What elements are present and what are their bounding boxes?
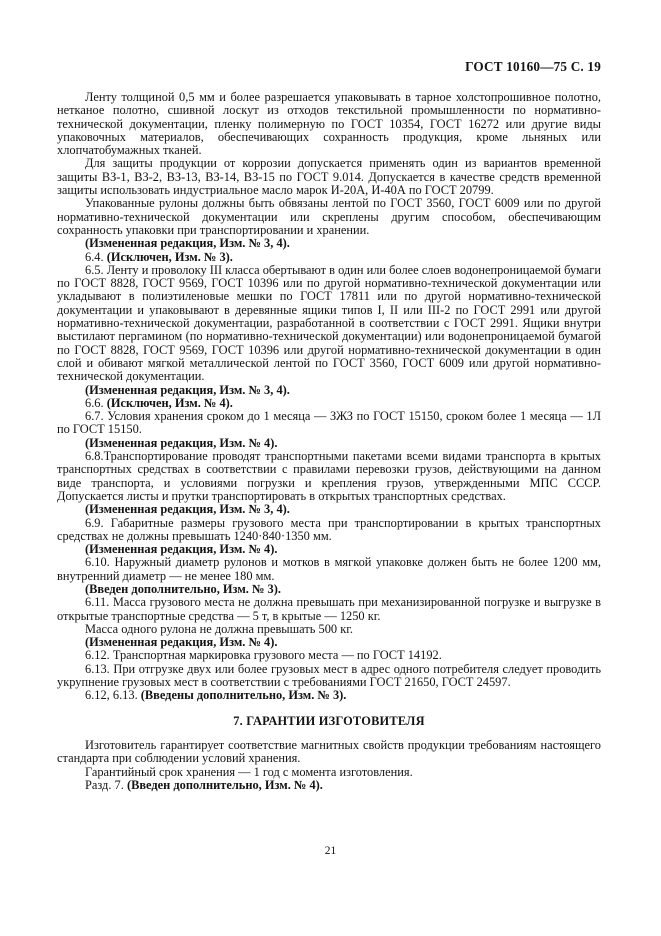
page-header (57, 60, 601, 74)
paragraph: 6.12. Транспортная маркировка грузового места — по ГОСТ 14192. (85, 648, 442, 663)
paragraph: Упакованные рулоны должны быть обвязаны лентой по ГОСТ 3560, ГОСТ 6009 или по другой нормативно-технической документации или скреплены другим способом, обеспечивающим сохранность упаковки при транспортировании и хранении. (57, 196, 601, 237)
paragraph: (Введен дополнительно, Изм. № 3). (85, 581, 281, 596)
paragraph: 6.9. Габаритные размеры грузового места при транспортировании в крытых транспортных средствах не должны превышать 1240·840·1350 мм. (57, 515, 601, 543)
paragraph: (Измененная редакция, Изм. № 3, 4). (85, 382, 290, 397)
paragraph: (Измененная редакция, Изм. № 3, 4). (85, 502, 290, 517)
page-footer (0, 845, 661, 857)
paragraph: Разд. 7. (Введен дополнительно, Изм. № 4). (85, 777, 323, 792)
paragraph: Ленту толщиной 0,5 мм и более разрешается упаковывать в тарное холстопрошивное полотно, нетканое полотно, сшивной лоскут из отходов текстильной промышленности по нормативно-технической документации, пленку полимерную по ГОСТ 10354, ГОСТ 16272 или другие виды упаковочных материалов, обеспечивающих сохранность продукция, кроме льняных или хлопчатобумажных тканей. (57, 90, 601, 158)
paragraph: (Измененная редакция, Изм. № 3, 4). (85, 236, 290, 251)
page-number: 21 (324, 845, 337, 857)
paragraph: (Измененная редакция, Изм. № 4). (85, 542, 278, 557)
paragraph: 6.6. (Исключен, Изм. № 4). (85, 395, 233, 410)
paragraph: 6.11. Масса грузового места не должна превышать при механизированной погрузке и выгрузке в открытые транспортные средства — 5 т, в крытые — 1250 кг. (57, 595, 601, 623)
paragraph: 6.10. Наружный диаметр рулонов и мотков в мягкой упаковке должен быть не более 1200 мм, внутренний диаметр — не менее 180 мм. (57, 555, 601, 583)
paragraph: Гарантийный срок хранения — 1 год с момента изготовления. (85, 764, 413, 779)
paragraph: Масса одного рулона не должна превышать 500 кг. (85, 621, 353, 636)
paragraph: 6.8.Транспортирование проводят транспортными пакетами всеми видами транспорта в крытых транспортных средствах в соответствии с правилами перевозки грузов, действующими на данном виде транспорта, и условиями погрузки и крепления грузов, утвержденными МПС СССР. Допускается листы и прутки транспортировать в открытых транспортных средствах. (57, 449, 601, 503)
paragraph: 6.4. (Исключен, Изм. № 3). (85, 249, 233, 264)
document-body (57, 91, 601, 792)
document-number: ГОСТ 10160—75 С. 19 (465, 59, 601, 74)
paragraph: Изготовитель гарантирует соответствие магнитных свойств продукции требованиям настоящего стандарта при соблюдении условий хранения. (57, 737, 601, 766)
paragraph: (Измененная редакция, Изм. № 4). (85, 435, 278, 450)
paragraph: (Измененная редакция, Изм. № 4). (85, 635, 278, 650)
paragraph: Для защиты продукции от коррозии допускается применять один из вариантов временной защиты ВЗ-1, ВЗ-2, ВЗ-13, ВЗ-14, ВЗ-15 по ГОСТ 9.014. Допускается в качестве средств временной защиты использовать индустриальное масло марок И-20А, И-40А по ГОСТ 20799. (57, 156, 601, 198)
paragraph: 6.12, 6.13. (Введены дополнительно, Изм. № 3). (85, 688, 347, 703)
paragraph: 6.13. При отгрузке двух или более грузовых мест в адрес одного потребителя следует проводить укрупнение грузовых мест в соответствии с требованиями ГОСТ 21650, ГОСТ 24597. (57, 661, 601, 690)
section-heading: 7. ГАРАНТИИ ИЗГОТОВИТЕЛЯ (233, 713, 425, 728)
paragraph: 6.7. Условия хранения сроком до 1 месяца — ЗЖЗ по ГОСТ 15150, сроком более 1 месяца — 1Л по ГОСТ 15150. (57, 409, 601, 437)
paragraph: 6.5. Ленту и проволоку III класса обертывают в один или более слоев водонепроницаемой бумаги по ГОСТ 8828, ГОСТ 9569, ГОСТ 10396 или по другой нормативно-технической документации или укладывают в полиэтиленовые мешки по ГОСТ 17811 или по другой нормативно-технической документации и упаковывают в деревянные ящики типов I, II или III-2 по ГОСТ 2991 или другой нормативно-технической документации, разработанной в соответствии с ГОСТ 2991. Ящики внутри выстилают пергамином (по нормативно-технической документации) или водонепроницаемой бумагой по ГОСТ 8828, ГОСТ 9569, ГОСТ 10396 или другой нормативно-технической документации в один слой и обивают мягкой металлической лентой по ГОСТ 3560, ГОСТ 6009 или другой нормативно-технической документации. (57, 262, 601, 384)
